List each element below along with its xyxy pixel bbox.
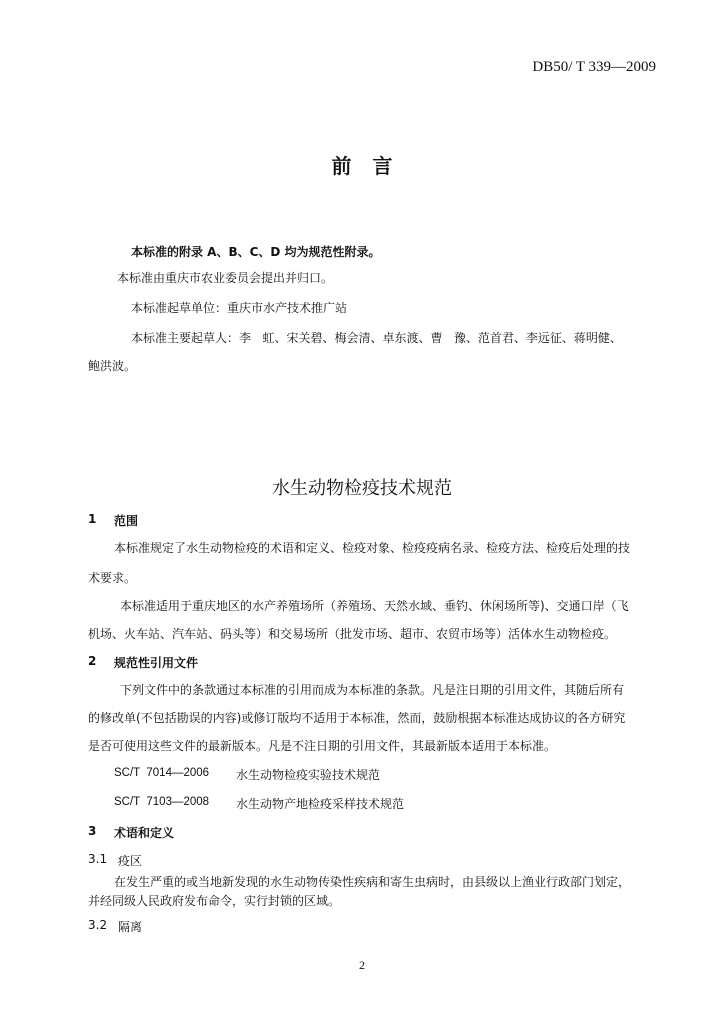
paragraph-line: 的修改单(不包括勘误的内容)或修订版均不适用于本标准，然而，鼓励根据本标准达成协议的各方研究	[88, 711, 626, 725]
subsection-number: 3.2	[88, 918, 108, 932]
section-number: 3	[88, 824, 97, 838]
paragraph-line: 术要求。	[88, 571, 137, 585]
paragraph-line: 并经同级人民政府发布命令，实行封锁的区域。	[88, 894, 341, 908]
paragraph-line: 本标准规定了水生动物检疫的术语和定义、检疫对象、检疫疫病名录、检疫方法、检疫后处理的技	[114, 541, 631, 555]
reference-code: SC/T 7014—2006	[114, 767, 210, 779]
foreword-line: 本标准的附录 A、B、C、D 均为规范性附录。	[131, 245, 381, 259]
section-title: 术语和定义	[114, 826, 175, 840]
foreword-line: 本标准起草单位：重庆市水产技术推广站	[131, 301, 348, 315]
section-title: 规范性引用文件	[114, 656, 199, 670]
foreword-line: 本标准由重庆市农业委员会提出并归口。	[117, 271, 334, 285]
subsection-number: 3.1	[88, 852, 108, 866]
paragraph-line: 下列文件中的条款通过本标准的引用而成为本标准的条款。凡是注日期的引用文件，其随后所有	[120, 683, 625, 697]
foreword-line: 鲍洪波。	[88, 359, 137, 373]
paragraph-line: 是否可使用这些文件的最新版本。凡是不注日期的引用文件，其最新版本适用于本标准。	[88, 739, 557, 753]
section-number: 2	[88, 654, 97, 668]
paragraph-line: 本标准适用于重庆地区的水产养殖场所（养殖场、天然水域、垂钓、休闲场所等)、交通口岸（飞	[120, 599, 629, 613]
subsection-title: 疫区	[118, 854, 143, 868]
paragraph-line: 机场、火车站、汽车站、码头等）和交易场所（批发市场、超市、农贸市场等）活体水生动物检疫。	[88, 627, 617, 641]
subsection-title: 隔离	[118, 920, 143, 934]
reference-title: 水生动物产地检疫采样技术规范	[236, 797, 405, 811]
section-number: 1	[88, 512, 97, 526]
foreword-line: 本标准主要起草人：李 虹、宋关碧、梅会清、卓东渡、曹 豫、范首君、李远征、蒋明健、	[131, 331, 622, 345]
foreword-title: 前 言	[331, 154, 393, 178]
page-number: 2	[359, 958, 365, 972]
reference-title: 水生动物检疫实验技术规范	[236, 768, 381, 782]
section-title: 范围	[114, 514, 139, 528]
paragraph-line: 在发生严重的或当地新发现的水生动物传染性疾病和寄生虫病时，由县级以上渔业行政部门划定，	[114, 875, 631, 889]
standard-title: 水生动物检疫技术规范	[272, 478, 452, 499]
doc-code: DB50/ T 339—2009	[532, 59, 656, 75]
reference-code: SC/T 7103—2008	[114, 796, 210, 808]
